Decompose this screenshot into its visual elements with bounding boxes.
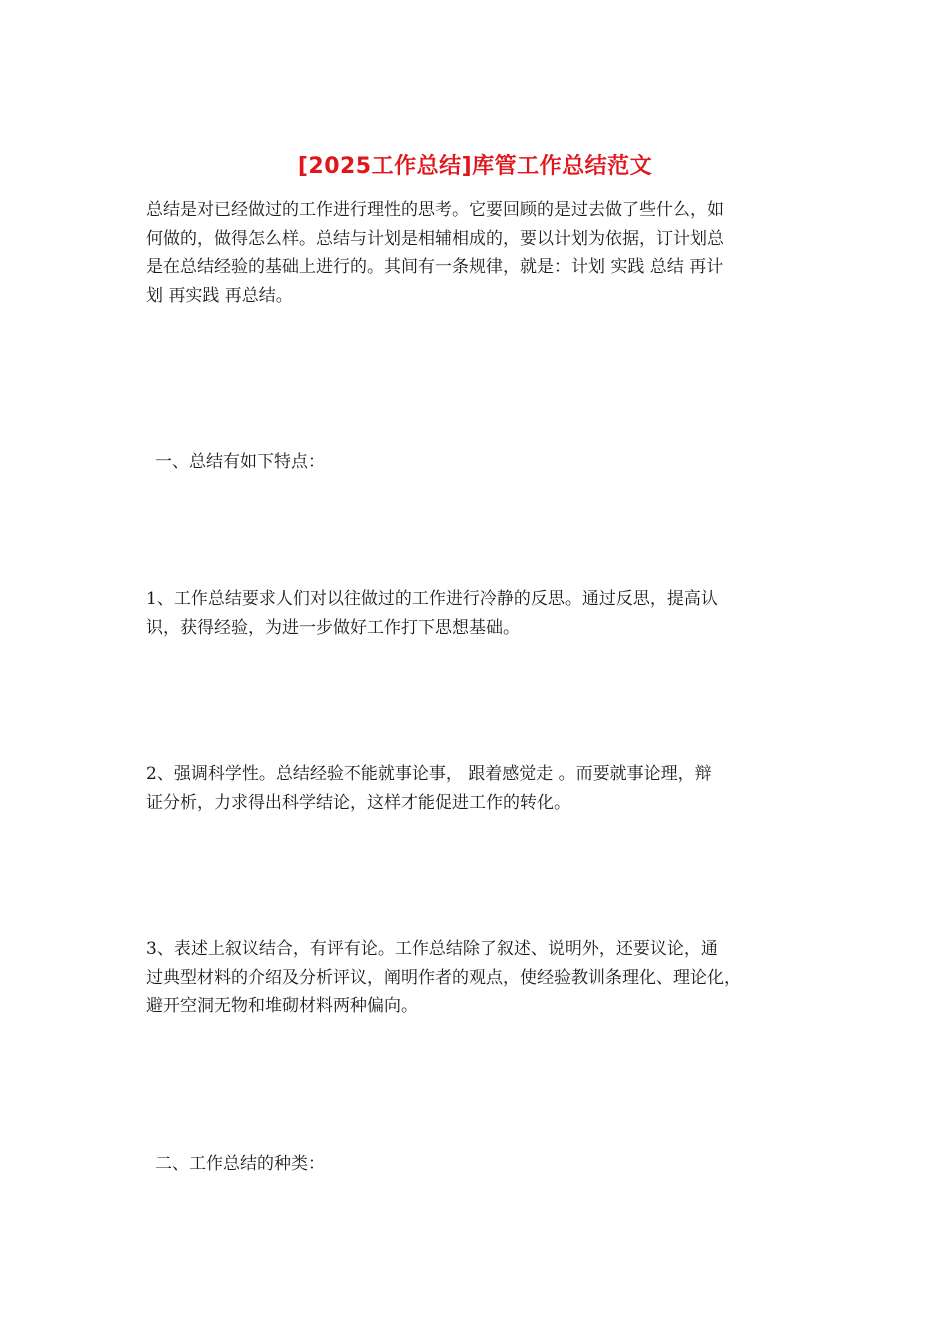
intro-line: 是在总结经验的基础上进行的。其间有一条规律，就是：计划 实践 总结 再计 [146,257,724,277]
point-2-paragraph [146,760,808,817]
point-2-line: 2、强调科学性。总结经验不能就事论事， 跟着感觉走 。而要就事论理，辩 [146,764,712,784]
point-3-line: 3、表述上叙议结合，有评有论。工作总结除了叙述、说明外，还要议论，通 [146,939,718,959]
intro-line: 总结是对已经做过的工作进行理性的思考。它要回顾的是过去做了些什么，如 [146,200,724,220]
point-1-line: 1、工作总结要求人们对以往做过的工作进行冷静的反思。通过反思，提高认 [146,589,718,609]
point-2-line: 证分析，力求得出科学结论，这样才能促进工作的转化。 [146,792,571,813]
intro-line: 何做的，做得怎么样。总结与计划是相辅相成的，要以计划为依据，订计划总 [146,228,724,249]
point-3-line: 避开空洞无物和堆砌材料两种偏向。 [146,996,418,1016]
intro-line: 划 再实践 再总结。 [146,285,293,306]
point-1-line: 识，获得经验，为进一步做好工作打下思想基础。 [146,617,520,638]
document-title: [2025工作总结]库管工作总结范文 [297,154,653,179]
point-1-paragraph [146,585,808,642]
intro-paragraph [146,196,808,310]
section-heading-features: 一、总结有如下特点： [155,452,325,472]
point-3-line: 过典型材料的介绍及分析评议，阐明作者的观点，使经验教训条理化、理论化， [146,967,741,988]
section-heading-types: 二、工作总结的种类： [155,1154,325,1174]
point-3-paragraph [146,935,808,1021]
